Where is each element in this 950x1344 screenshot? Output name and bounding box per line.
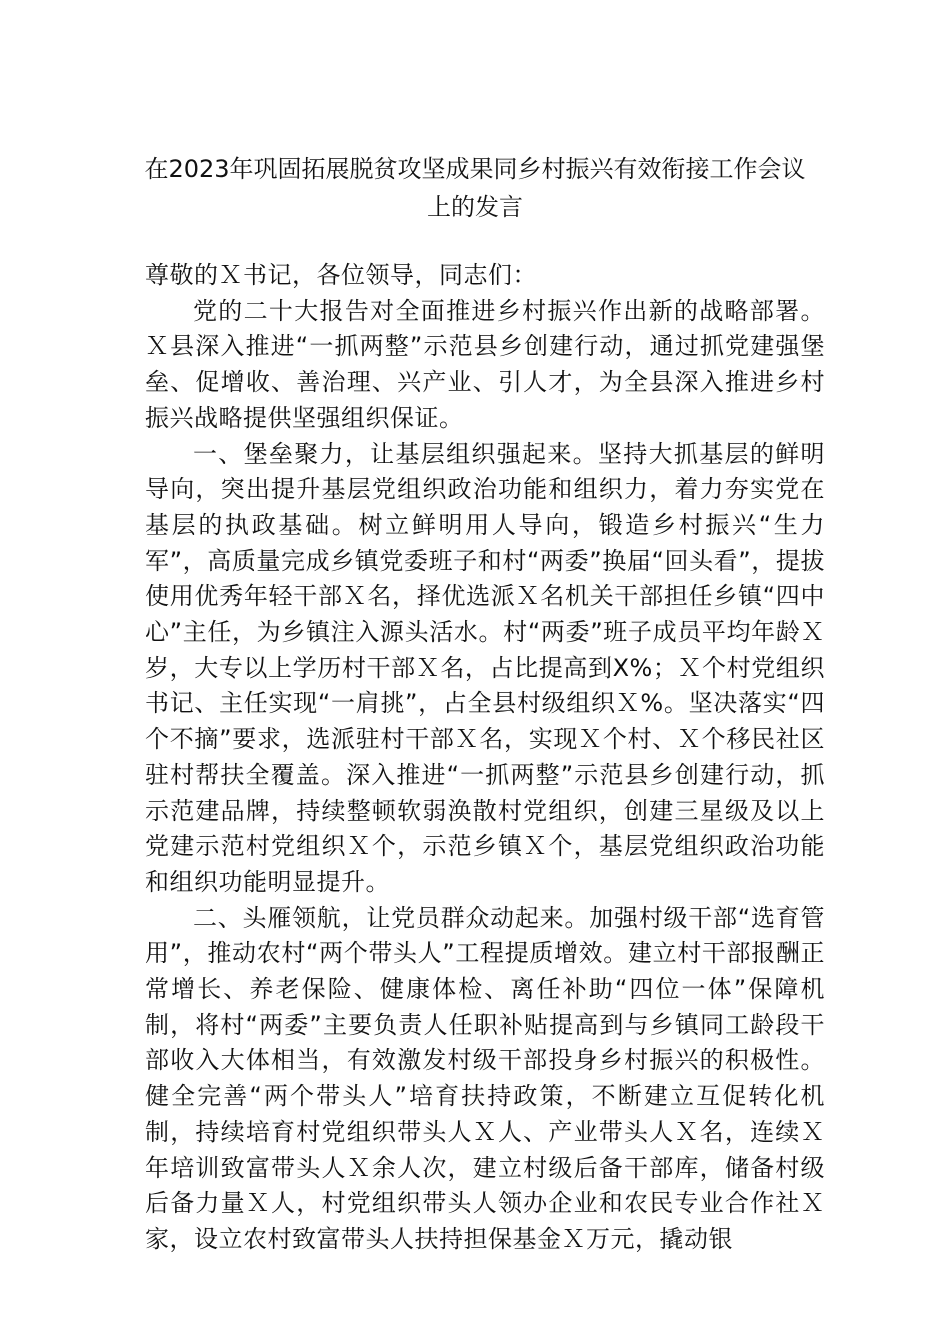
paragraph-section-1: 一、堡垒聚力，让基层组织强起来。坚持大抓基层的鲜明导向，突出提升基层党组织政治功能和组织力，着力夯实党在基层的执政基础。树立鲜明用人导向，锻造乡村振兴“生力军”，高质量完成乡镇党委班子和村“两委”换届“回头看”，提拔使用优秀年轻干部Ｘ名，择优选派Ｘ名机关干部担任乡镇“四中心”主任，为乡镇注入源头活水。村“两委”班子成员平均年龄Ｘ岁，大专以上学历村干部Ｘ名，占比提高到X%；Ｘ个村党组织书记、主任实现“一肩挑”，占全县村级组织Ｘ%。坚决落实“四个不摘”要求，选派驻村干部Ｘ名，实现Ｘ个村、Ｘ个移民社区驻村帮扶全覆盖。深入推进“一抓两整”示范县乡创建行动，抓示范建品牌，持续整顿软弱涣散村党组织，创建三星级及以上党建示范村党组织Ｘ个，示范乡镇Ｘ个，基层党组织政治功能和组织功能明显提升。	[145, 439, 825, 896]
document-title: 在2023年巩固拓展脱贫攻坚成果同乡村振兴有效衔接工作会议上的发言	[144, 155, 806, 221]
document-body	[145, 258, 825, 1258]
salutation: 尊敬的Ｘ书记，各位领导，同志们：	[145, 261, 537, 289]
paragraph-section-2: 二、头雁领航，让党员群众动起来。加强村级干部“选育管用”，推动农村“两个带头人”工程提质增效。建立村干部报酬正常增长、养老保险、健康体检、离任补助“四位一体”保障机制，将村“两委”主要负责人任职补贴提高到与乡镇同工龄段干部收入大体相当，有效激发村级干部投身乡村振兴的积极性。健全完善“两个带头人”培育扶持政策，不断建立互促转化机制，持续培育村党组织带头人Ｘ人、产业带头人Ｘ名，连续Ｘ年培训致富带头人Ｘ余人次，建立村级后备干部库，储备村级后备力量Ｘ人，村党组织带头人领办企业和农民专业合作社Ｘ家，设立农村致富带头人扶持担保基金Ｘ万元，撬动银	[145, 903, 825, 1253]
paragraph-intro: 党的二十大报告对全面推进乡村振兴作出新的战略部署。Ｘ县深入推进“一抓两整”示范县乡创建行动，通过抓党建强堡垒、促增收、善治理、兴产业、引人才，为全县深入推进乡村振兴战略提供坚强组织保证。	[145, 296, 825, 432]
